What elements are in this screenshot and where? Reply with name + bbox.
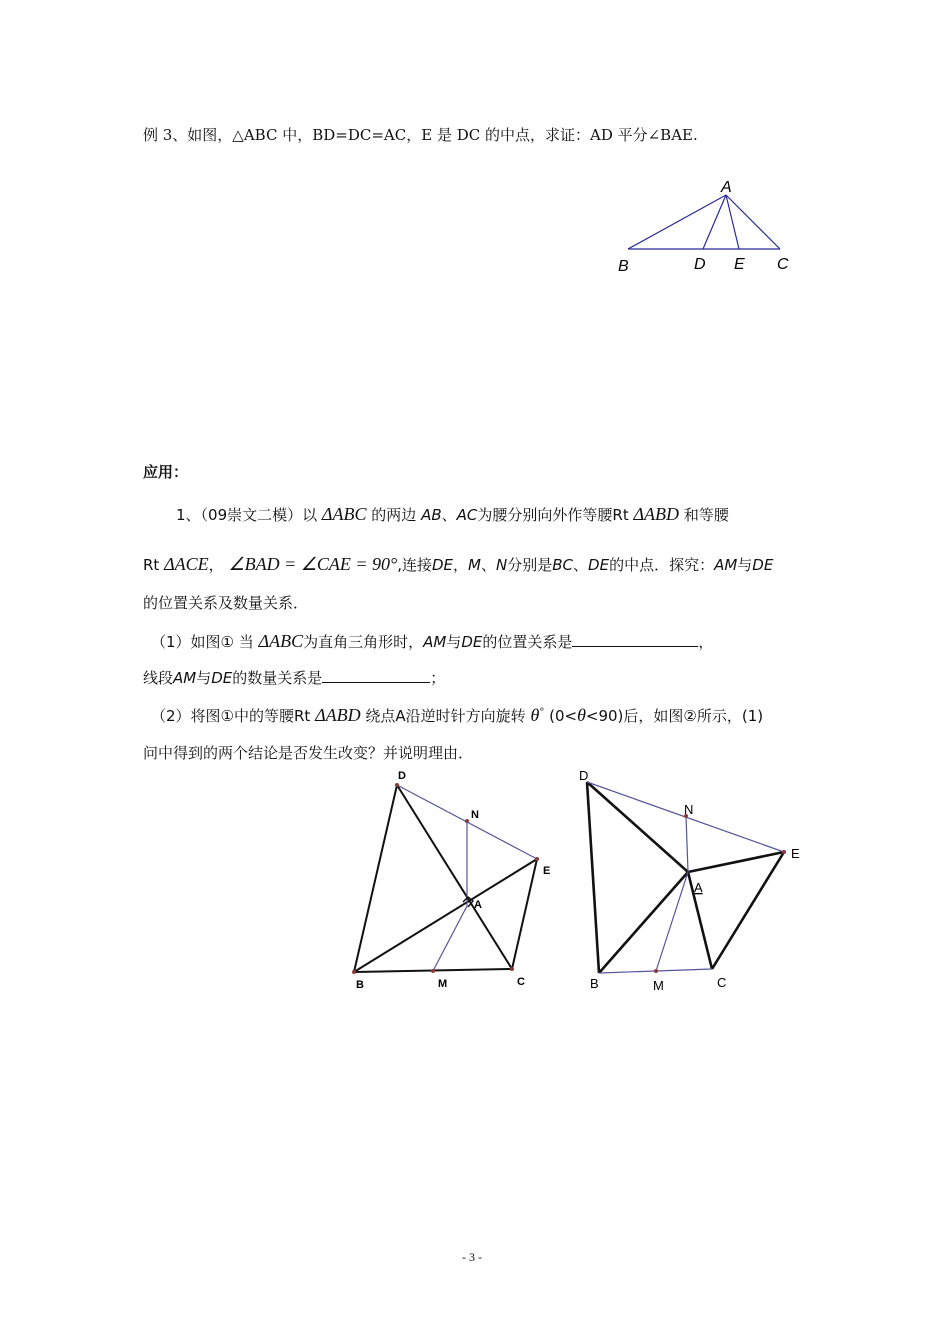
var-am-q1b: AM (173, 669, 197, 687)
label-b: B (356, 979, 364, 991)
point-b (352, 970, 356, 974)
math-theta-2: θ (577, 705, 586, 725)
application-heading: 应用： (143, 463, 189, 481)
math-angle-equation: ∠BAD = ∠CAE = 90° (228, 554, 398, 574)
math-tri-abc: ΔABC (321, 504, 367, 524)
var-de-3: DE (752, 556, 774, 574)
label-b: B (618, 258, 629, 275)
label-m: M (653, 978, 664, 993)
label-a: A (721, 179, 732, 196)
math-tri-abd: ΔABD (633, 504, 680, 524)
q1-end1: ， (698, 633, 714, 651)
label-d: D (398, 770, 406, 782)
q1-mid1: 为直角三角形时， (303, 633, 424, 651)
problem-1-line-1 (176, 504, 729, 525)
yu: 与 (737, 556, 753, 574)
page-number: - 3 - (462, 1250, 482, 1264)
point-n (465, 819, 469, 823)
segment-na (686, 816, 688, 872)
segment-da (587, 782, 688, 872)
comma2: ， (453, 556, 469, 574)
question-2-line-1 (151, 705, 763, 726)
label-d: D (579, 768, 589, 783)
point-c (510, 967, 514, 971)
label-a: A (694, 880, 703, 895)
label-e: E (791, 846, 800, 861)
var-de-q1b: DE (211, 669, 233, 687)
label-e: E (734, 256, 745, 273)
figure-1-diagram (340, 760, 570, 1000)
l2-mid3: 的中点．探究： (609, 556, 715, 574)
math-tri-abd-q2: ΔABD (315, 705, 361, 725)
answer-blank-quantity[interactable] (322, 668, 430, 683)
q2-mid1: 绕点A沿逆时针方向旋转 (365, 707, 526, 725)
question-1-line-1 (151, 631, 713, 652)
l2-mid2: 分别是 (507, 556, 553, 574)
var-am-q1: AM (423, 633, 447, 651)
example-3-text: 例 3、如图，△ABC 中，BD=DC=AC，E 是 DC 的中点，求证：AD 平分∠BAE. (143, 126, 698, 144)
p1-mid2: 为腰分别向外作等腰Rt (477, 506, 629, 524)
q1b-prefix: 线段 (143, 669, 174, 687)
var-de: DE (431, 556, 454, 574)
q1-prefix: （1）如图① 当 (151, 633, 254, 651)
label-m: M (438, 978, 448, 990)
figure-2-points (352, 783, 539, 974)
label-a: A (474, 899, 482, 911)
var-ac: AC (456, 506, 478, 524)
q1-yu: 与 (446, 633, 462, 651)
comma: ， (208, 556, 224, 574)
point-m (431, 969, 435, 973)
segment-ec (512, 859, 537, 969)
question-1-line-2 (143, 667, 445, 688)
sep3: 、 (573, 556, 589, 574)
q1-mid2: 的位置关系是 (482, 633, 573, 651)
p1-mid1: 的两边 (371, 506, 417, 524)
var-m: M (468, 556, 481, 574)
answer-blank-position[interactable] (572, 632, 698, 647)
q1b-yu: 与 (196, 669, 212, 687)
var-de-q1: DE (461, 633, 483, 651)
degree-sign: ° (539, 707, 545, 718)
label-n: N (684, 802, 694, 817)
label-c: C (777, 256, 789, 273)
segment-ae (726, 195, 739, 249)
p1-mid3: 和等腰 (683, 506, 729, 524)
figure-2-lines (354, 785, 537, 972)
segment-dc (397, 785, 512, 969)
label-b: B (590, 976, 599, 991)
figure-2-diagram (570, 760, 820, 1000)
figure-1-lines (628, 195, 780, 249)
problem-1-line-3: 的位置关系及数量关系． (143, 594, 309, 612)
label-e: E (543, 865, 551, 877)
segment-be (354, 859, 537, 972)
figure-3-points (654, 814, 786, 973)
sep: 、 (441, 506, 457, 524)
problem-1-line-2 (143, 554, 773, 575)
rt-label: Rt (143, 556, 160, 574)
segment-ec (712, 852, 784, 969)
segment-ab (628, 195, 726, 249)
math-theta: θ (530, 705, 540, 725)
question-2-line-2: 问中得到的两个结论是否发生改变？并说明理由． (143, 744, 474, 762)
label-c: C (517, 976, 525, 988)
point-m (654, 969, 658, 973)
p1-prefix: 1、（09崇文二模）以 (176, 506, 318, 524)
var-bc: BC (552, 556, 574, 574)
segment-ae (688, 852, 784, 872)
math-tri-ace: ΔACE (164, 554, 209, 574)
segment-am (433, 906, 467, 971)
var-am: AM (714, 556, 738, 574)
q2-range-close: <90) (585, 707, 624, 725)
math-tri-abc-q1: ΔABC (258, 631, 304, 651)
var-ab: AB (421, 506, 442, 524)
q1b-end: ； (430, 669, 446, 687)
var-n: N (496, 556, 508, 574)
segment-ad (703, 195, 726, 249)
segment-db (354, 785, 397, 972)
label-n: N (471, 809, 479, 821)
point-d (395, 783, 399, 787)
segment-am (656, 872, 688, 971)
segment-ab (599, 872, 688, 973)
point-e (535, 857, 539, 861)
figure-triangle-abc (610, 175, 810, 280)
sep2: 、 (480, 556, 496, 574)
var-de-2: DE (588, 556, 610, 574)
segment-db (587, 782, 599, 973)
q2-prefix: （2）将图①中的等腰Rt (151, 707, 311, 725)
q1b-mid: 的数量关系是 (232, 669, 323, 687)
q2-mid2: 后，如图②所示，(1) (623, 707, 764, 725)
label-c: C (717, 975, 727, 990)
segment-ac (726, 195, 780, 249)
label-d: D (694, 256, 706, 273)
point-e (782, 850, 786, 854)
q2-range-open: (0< (549, 707, 578, 725)
l2-mid1: ,连接 (397, 556, 432, 574)
